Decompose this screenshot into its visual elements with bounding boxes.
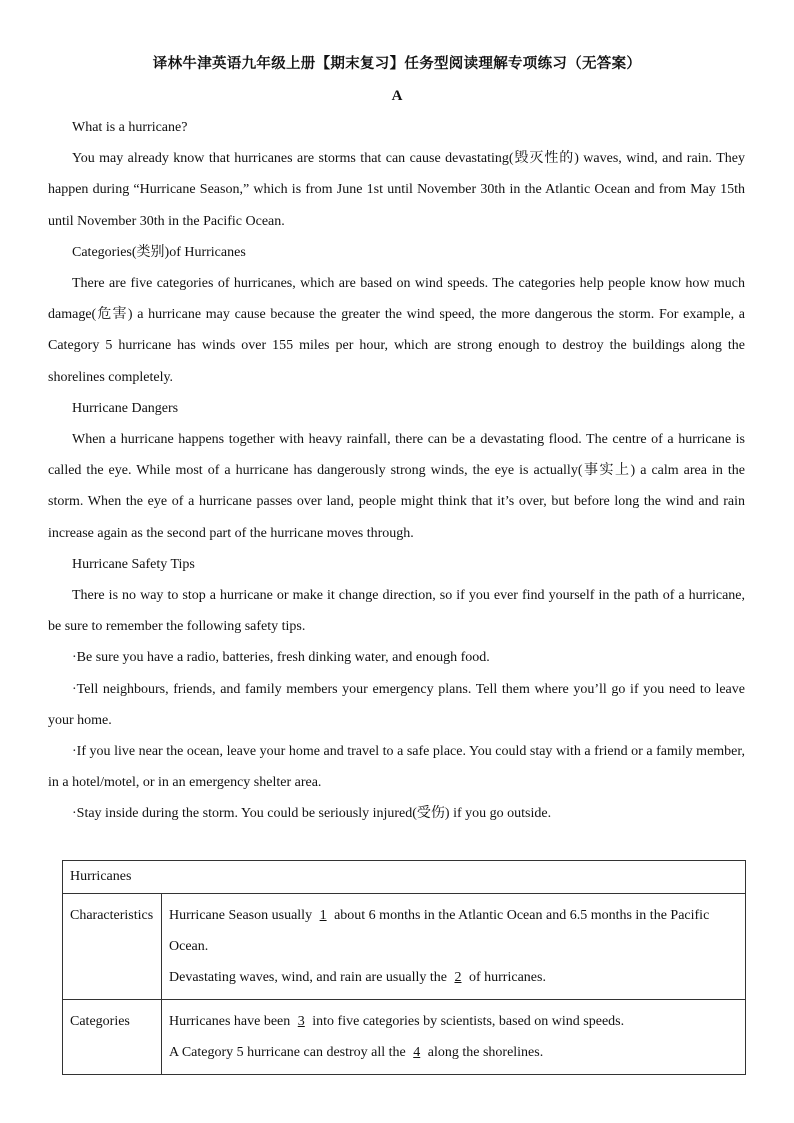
summary-table — [62, 860, 746, 1075]
table-title: Hurricanes — [63, 861, 746, 894]
answer-blank-2[interactable]: 2 — [454, 970, 462, 985]
cell-text: of hurricanes. — [468, 970, 546, 985]
paragraph-intro: You may already know that hurricanes are storms that can cause devastating(毁灭性的) waves, wind, and rain. They happen during “Hurricane Season,” which is from June 1st until November 30th in the Atlantic Ocean and from May 15th until November 30th in the Pacific Ocean. — [48, 151, 745, 229]
row-content-categories — [162, 1000, 746, 1075]
row-label-categories: Categories — [63, 1000, 162, 1075]
row-label-characteristics: Characteristics — [63, 894, 162, 1000]
paragraph-dangers: When a hurricane happens together with heavy rainfall, there can be a devastating flood. The centre of a hurricane is called the eye. While most of a hurricane has dangerously strong winds, the eye is actually(事实上) a calm area in the storm. When the eye of a hurricane passes over land, people might think that it’s over, but before long the wind and rain increase again as the second part of the hurricane moves through. — [48, 432, 745, 541]
section-label: A — [391, 88, 403, 104]
heading-dangers: Hurricane Dangers — [72, 400, 179, 416]
cell-text: into five categories by scientists, based on wind speeds. — [312, 1014, 625, 1029]
heading-safety-tips: Hurricane Safety Tips — [72, 556, 195, 572]
cell-text: Hurricanes have been — [169, 1014, 291, 1029]
paragraph-categories: There are five categories of hurricanes, which are based on wind speeds. The categories help people know how much damage(危害) a hurricane may cause because the greater the wind speed, the more dangerous the storm. For example, a Category 5 hurricane has winds over 155 miles per hour, which are strong enough to destroy the buildings along the shorelines completely. — [48, 276, 745, 385]
document-title: 译林牛津英语九年级上册【期末复习】任务型阅读理解专项练习（无答案） — [152, 56, 642, 72]
safety-tip: ·If you live near the ocean, leave your home and travel to a safe place. You could stay with a friend or a family member, in a hotel/motel, or in an emergency shelter area. — [48, 744, 745, 791]
heading-categories: Categories(类别)of Hurricanes — [72, 244, 246, 260]
cell-text: along the shorelines. — [427, 1045, 544, 1060]
cell-text: A Category 5 hurricane can destroy all the — [169, 1045, 406, 1060]
row-content-characteristics — [162, 894, 746, 1000]
safety-tip: ·Be sure you have a radio, batteries, fresh dinking water, and enough food. — [72, 650, 490, 666]
cell-text: Hurricane Season usually — [169, 908, 313, 923]
cell-text: about 6 months in the Atlantic Ocean and 6.5 months in the Pacific Ocean. — [169, 908, 710, 954]
cell-text: Devastating waves, wind, and rain are usually the — [169, 970, 447, 985]
heading-what-is-hurricane: What is a hurricane? — [72, 120, 188, 135]
safety-tip: ·Tell neighbours, friends, and family members your emergency plans. Tell them where you’ll go if you need to leave your home. — [48, 681, 745, 728]
paragraph-safety: There is no way to stop a hurricane or make it change direction, so if you ever find yourself in the path of a hurricane, be sure to remember the following safety tips. — [48, 588, 745, 635]
answer-blank-3[interactable]: 3 — [297, 1014, 305, 1029]
answer-blank-1[interactable]: 1 — [319, 908, 327, 923]
table-row — [63, 1000, 746, 1075]
safety-tip: ·Stay inside during the storm. You could be seriously injured(受伤) if you go outside. — [72, 806, 552, 822]
reading-passage — [48, 112, 745, 830]
answer-blank-4[interactable]: 4 — [413, 1045, 421, 1060]
table-row — [63, 894, 746, 1000]
